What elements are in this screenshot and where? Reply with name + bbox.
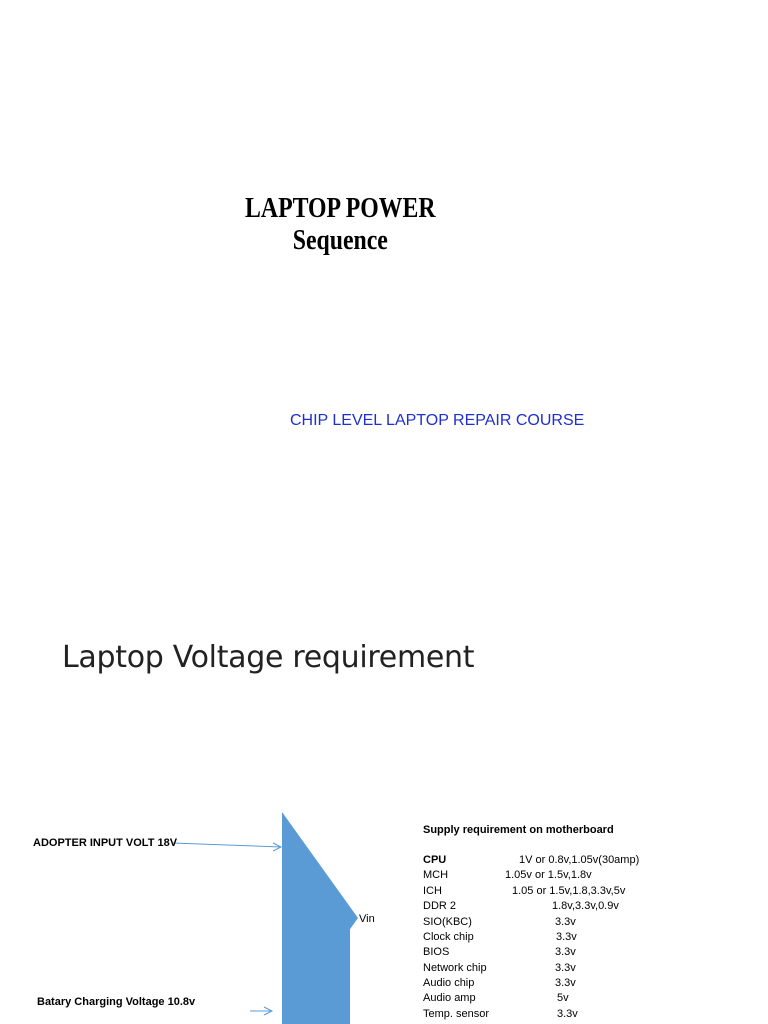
slide-heading: Laptop Voltage requirement [62,640,475,675]
supply-row-name: DDR 2 [423,900,457,912]
supply-row-value: 1V or 0.8v,1.05v(30amp) [519,854,640,866]
supply-row-name: Audio amp [423,992,476,1004]
supply-row-value: 3.3v [556,931,577,943]
slide-title-line1: LAPTOP POWER [245,192,436,224]
supply-row-value: 3.3v [555,946,576,958]
supply-title: Supply requirement on motherboard [423,824,614,836]
supply-row-name: BIOS [423,946,450,958]
supply-row-name: CPU [423,854,447,866]
adapter-arrow [172,843,281,847]
vin-label: Vin [359,913,375,925]
slide-title-line2: Sequence [292,224,388,256]
supply-row-name: Temp. sensor [423,1008,490,1020]
supply-row-name: Clock chip [423,931,474,943]
course-subtitle: CHIP LEVEL LAPTOP REPAIR COURSE [290,412,585,429]
power-diagram [0,790,768,1024]
supply-row-name: Audio chip [423,977,475,989]
supply-row-name: SIO(KBC) [423,916,472,928]
adapter-input-label: ADOPTER INPUT VOLT 18V [33,837,178,849]
supply-row-value: 3.3v [557,1008,578,1020]
supply-row-value: 3.3v [555,977,576,989]
supply-row-value: 5v [557,992,569,1004]
supply-row-value: 1.8v,3.3v,0.9v [552,900,619,912]
supply-row-value: 1.05 or 1.5v,1.8,3.3v,5v [512,885,626,897]
supply-row-name: Network chip [423,962,487,974]
supply-row-name: ICH [423,885,442,897]
supply-row-value: 3.3v [555,916,576,928]
supply-row-value: 3.3v [555,962,576,974]
supply-row-name: MCH [423,869,449,881]
battery-charging-label: Batary Charging Voltage 10.8v [37,996,196,1008]
supply-row-value: 1.05v or 1.5v,1.8v [505,869,592,881]
